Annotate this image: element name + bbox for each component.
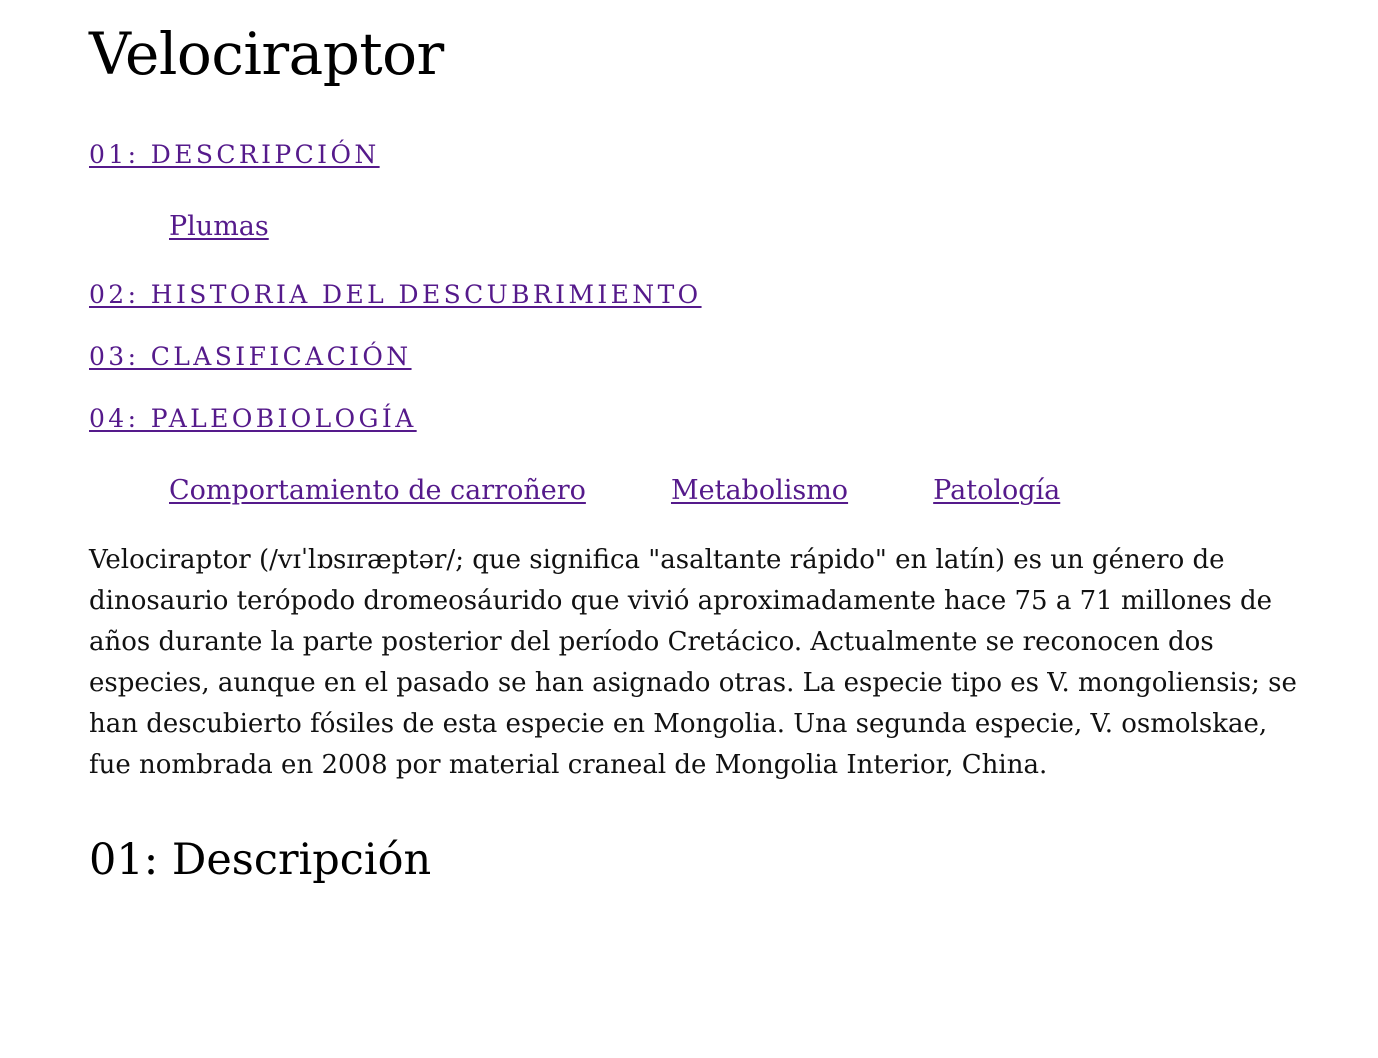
page-title: Velociraptor [89,20,444,88]
section-heading-descripcion: 01: Descripción [89,835,432,885]
intro-paragraph: Velociraptor (/vɪˈlɒsɪræptər/; que significa "asaltante rápido" en latín) es un género de dinosaurio terópodo dromeosáurido que vivió aproximadamente hace 75 a 71 millones de años durante la parte posterior del período Cretácico. Actualmente se reconocen dos especies, aunque en el pasado se han asignado otras. La especie tipo es V. mongoliensis; se han descubierto fósiles de esta especie en Mongolia. Una segunda especie, V. osmolskae, fue nombrada en 2008 por material craneal de Mongolia Interior, China. [89,545,1297,780]
toc-link-plumas[interactable]: Plumas [169,211,269,242]
toc-link-metabolismo[interactable]: Metabolismo [670,475,849,506]
toc-link-patologia[interactable]: Patología [933,475,1061,506]
toc-link-carronero[interactable]: Comportamiento de carroñero [169,475,586,506]
article [89,0,1299,886]
toc-link-descripcion[interactable]: 01: DESCRIPCIÓN [89,140,380,169]
toc-link-paleobiologia[interactable]: 04: PALEOBIOLOGÍA [89,404,417,433]
toc-link-clasificacion[interactable]: 03: CLASIFICACIÓN [89,342,412,371]
toc-link-historia[interactable]: 02: HISTORIA DEL DESCUBRIMIENTO [89,280,702,309]
table-of-contents [89,139,1299,509]
